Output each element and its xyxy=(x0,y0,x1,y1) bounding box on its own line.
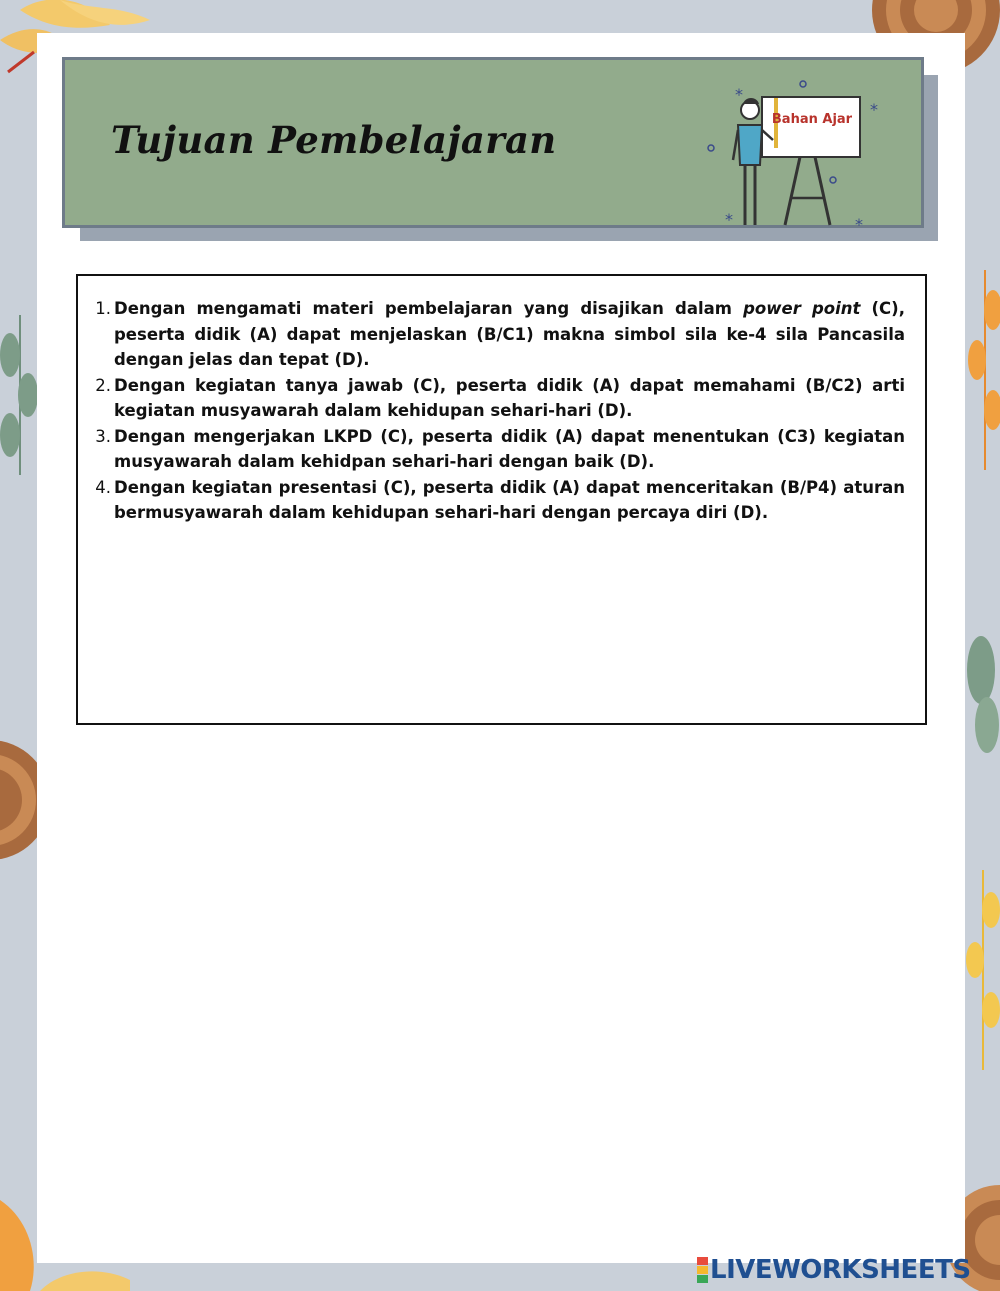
objective-number: 3. xyxy=(95,426,111,446)
objective-item-1 xyxy=(92,296,905,373)
objective-number: 2. xyxy=(95,375,111,395)
svg-text:*: * xyxy=(870,100,878,119)
leaf-decoration-right-green xyxy=(963,630,1000,760)
leaf-decoration-right-yellow xyxy=(965,870,1000,1070)
svg-text:*: * xyxy=(855,215,863,230)
watermark-text: LIVEWORKSHEETS xyxy=(710,1255,971,1285)
page-title: Tujuan Pembelajaran xyxy=(111,118,557,162)
leaf-decoration-right-orange xyxy=(965,270,1000,470)
objective-text: Dengan mengerjakan LKPD (C), peserta didik (A) dapat menentukan (C3) kegiatan musyawarah dalam kehidpan sehari-hari dengan baik (D). xyxy=(114,426,905,471)
svg-text:*: * xyxy=(725,210,733,229)
header-banner xyxy=(62,57,924,228)
wood-slice-decoration-left xyxy=(0,720,40,880)
objective-text-emphasis: power point xyxy=(743,299,861,318)
objective-text-part: Dengan mengamati materi pembelajaran yang disajikan dalam xyxy=(114,299,744,318)
objective-text: Dengan kegiatan presentasi (C), peserta didik (A) dapat menceritakan (B/P4) aturan bermusyawarah dalam kehidupan sehari-hari dengan percaya diri (D). xyxy=(114,477,905,522)
svg-text:*: * xyxy=(735,85,743,104)
objective-item-4 xyxy=(92,475,905,526)
leaf-decoration-left xyxy=(0,315,40,475)
liveworksheets-logo-icon xyxy=(697,1257,708,1283)
objective-item-3 xyxy=(92,424,905,475)
objectives-list xyxy=(92,296,905,526)
liveworksheets-watermark[interactable] xyxy=(697,1255,971,1285)
objective-text: Dengan kegiatan tanya jawab (C), peserta didik (A) dapat memahami (B/C2) arti kegiatan musyawarah dalam kehidupan sehari-hari (D). xyxy=(114,375,905,420)
teacher-whiteboard-illustration xyxy=(705,70,905,230)
objective-text-part: (C), peserta didik (A) dapat menjelaskan (B/C1) makna simbol sila ke-4 sila Pancasila dengan jelas dan tepat (D). xyxy=(114,299,905,369)
objective-text xyxy=(114,296,905,373)
objectives-box xyxy=(76,274,927,725)
objective-item-2 xyxy=(92,373,905,424)
objective-number: 1. xyxy=(95,299,111,318)
objective-number: 4. xyxy=(95,477,111,497)
whiteboard-label: Bahan Ajar xyxy=(771,112,853,127)
